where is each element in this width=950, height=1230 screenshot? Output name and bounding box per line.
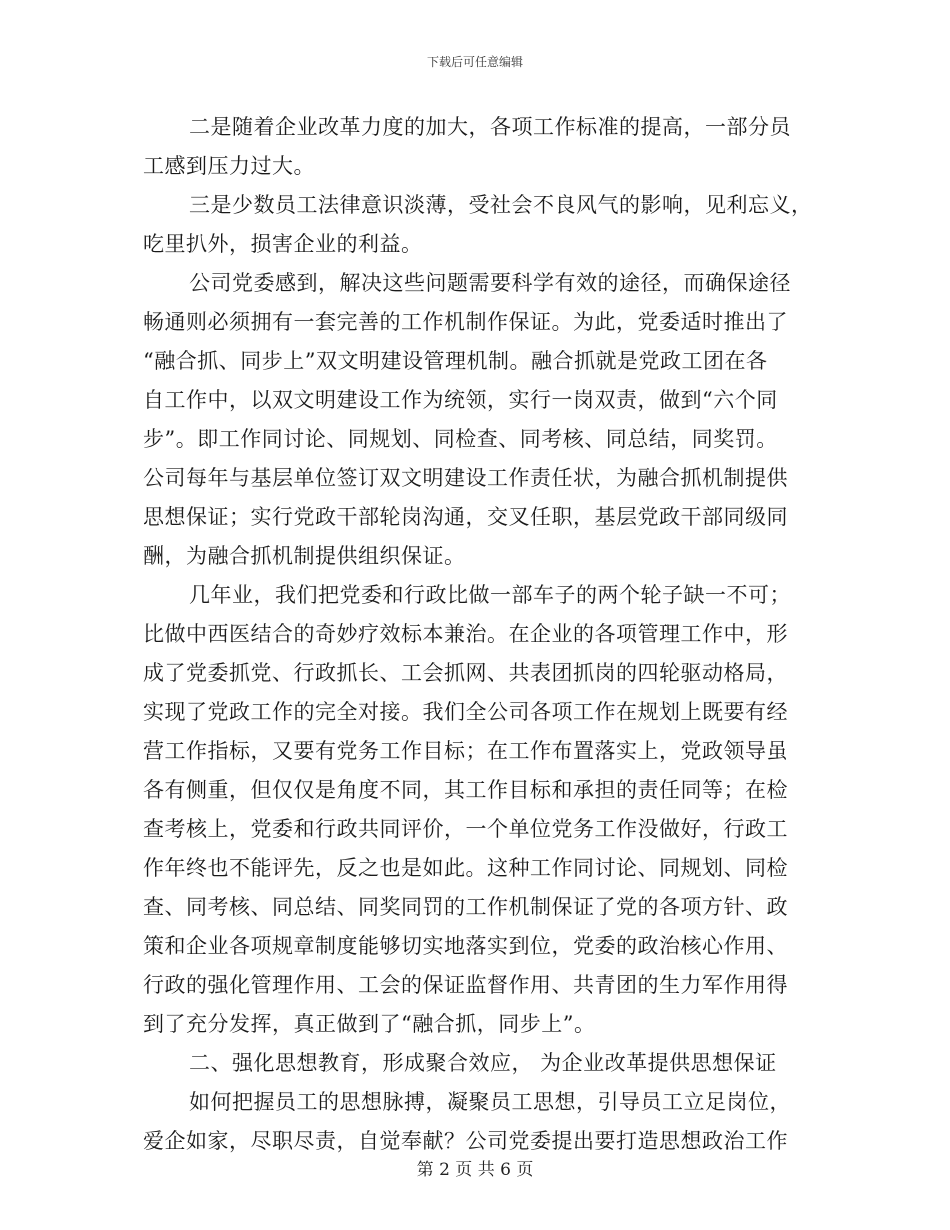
text-line: 爱企如家，尽职尽责，自觉奉献？公司党委提出要打造思想政治工作: [143, 1129, 788, 1153]
text-line: 畅通则必须拥有一套完善的工作机制作保证。为此，党委适时推出了: [143, 310, 788, 334]
text-line: 各有侧重，但仅仅是角度不同，其工作目标和承担的责任同等；在检: [143, 778, 788, 802]
text-line: 吃里扒外，损害企业的利益。: [143, 232, 423, 256]
text-line: 几年业，我们把党委和行政比做一部车子的两个轮子缺一不可；: [189, 583, 791, 607]
text-line: 自工作中，以双文明建设工作为统领，实行一岗双责，做到“六个同: [143, 388, 778, 412]
text-line: 二是随着企业改革力度的加大，各项工作标准的提高，一部分员: [189, 115, 791, 139]
text-line: 比做中西医结合的奇妙疗效标本兼治。在企业的各项管理工作中，形: [143, 622, 788, 646]
text-line: 成了党委抓党、行政抓长、工会抓网、共表团抓岗的四轮驱动格局，: [143, 661, 788, 685]
text-line: 步”。即工作同讨论、同规划、同检查、同考核、同总结，同奖罚。: [143, 427, 778, 451]
text-line: 查考核上，党委和行政共同评价，一个单位党务工作没做好，行政工: [143, 817, 788, 841]
text-line: 公司每年与基层单位签订双文明建设工作责任状，为融合抓机制提供: [143, 466, 788, 490]
text-line: 公司党委感到，解决这些问题需要科学有效的途径，而确保途径: [189, 271, 791, 295]
text-line: “融合抓、同步上”双文明建设管理机制。融合抓就是党政工团在各: [143, 349, 768, 373]
text-line: 如何把握员工的思想脉搏，凝聚员工思想，引导员工立足岗位，: [189, 1090, 791, 1114]
text-line: 二、强化思想教育，形成聚合效应， 为企业改革提供思想保证: [189, 1051, 777, 1075]
text-line: 思想保证；实行党政干部轮岗沟通，交叉任职，基层党政干部同级同: [143, 505, 788, 529]
text-line: 三是少数员工法律意识淡薄，受社会不良风气的影响，见利忘义，: [189, 193, 813, 217]
text-line: 营工作指标，又要有党务工作目标；在工作布置落实上，党政领导虽: [143, 739, 788, 763]
document-body: [143, 108, 813, 1161]
text-line: 实现了党政工作的完全对接。我们全公司各项工作在规划上既要有经: [143, 700, 788, 724]
page-number-footer: 第 2 页 共 6 页: [416, 1160, 534, 1180]
text-line: 酬，为融合抓机制提供组织保证。: [143, 544, 466, 568]
text-line: 查、同考核、同总结、同奖同罚的工作机制保证了党的各项方针、政: [143, 895, 788, 919]
text-line: 策和企业各项规章制度能够切实地落实到位，党委的政治核心作用、: [143, 934, 788, 958]
text-line: 作年终也不能评先，反之也是如此。这种工作同讨论、同规划、同检: [143, 856, 788, 880]
page-header: 下载后可任意编辑: [426, 55, 523, 69]
text-line: 行政的强化管理作用、工会的保证监督作用、共青团的生力军作用得: [143, 973, 788, 997]
text-line: 到了充分发挥，真正做到了“融合抓，同步上”。: [143, 1012, 596, 1036]
text-line: 工感到压力过大。: [143, 154, 315, 178]
